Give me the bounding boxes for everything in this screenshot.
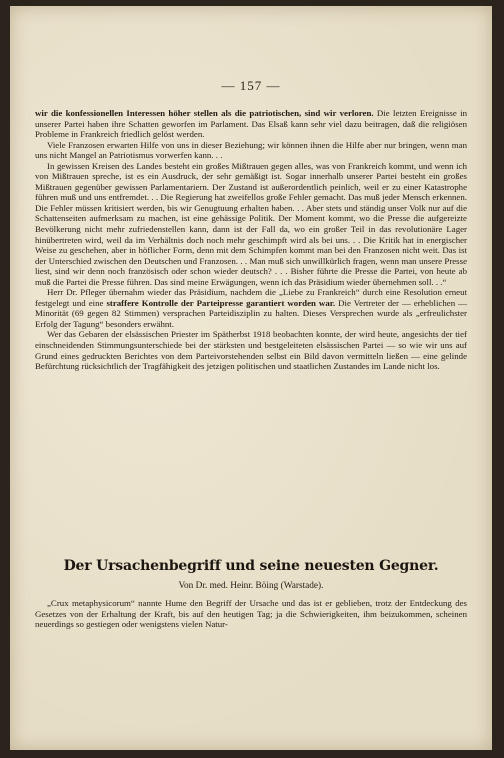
paragraph-text: Die Vertreter der — erheblichen — Minorität (69 gegen 82 Stimmen) versprachen Parteidisziplin zu halten. Dieses Versprechen wurde als „erfreulichster Erfolg der Tagung“ besonders erwähnt. <box>35 297 467 329</box>
paragraph: Viele Franzosen erwarten Hilfe von uns in dieser Beziehung; wir können ihnen die Hilfe aber nur bringen, wenn man uns nicht Mangel an Patriotismus vorwerfen kann. . . <box>35 139 467 161</box>
paragraph <box>35 287 467 329</box>
bold-lead: wir die konfessionellen Interessen höher stellen als die patriotischen, sind wir verloren. <box>35 108 374 118</box>
paragraph-text: Herr Dr. Pfleger übernahm wieder das Präsidium, nachdem die „Liebe zu Frankreich“ durch eine Resolution erneut festgelegt und eine <box>35 287 467 308</box>
article-byline: Von Dr. med. Heinr. Böing (Warstade). <box>178 581 324 591</box>
article2-body <box>35 598 467 630</box>
article-body <box>35 108 467 372</box>
paragraph: „Crux metaphysicorum“ nannte Hume den Begriff der Ursache und das ist er geblieben, trotz der Entdeckung des Gesetzes von der Erhaltung der Kraft, bis auf den heutigen Tag; ja die Schwierigkeiten, ihm beizukommen, scheinen neuerdings so gestiegen oder wenigstens vielen Natur- <box>35 598 467 630</box>
paragraph: Wer das Gebaren der elsässischen Priester im Spätherbst 1918 beobachten konnte, der wird heute, angesichts der tief einschneidenden Stimmungsunterschiede bei der stärksten und bestgeleiteten elsässischen Partei — so wie wir uns auf Grund eines gedruckten Berichtes von dem Parteivorstehenden selbst ein Bild davon vermitteln ließen — eine gelinde Befürchtung rücksichtlich der Tragfähigkeit des jetzigen politischen und staatlichen Zustandes im Lande nicht los. <box>35 329 467 372</box>
paragraph <box>35 108 467 140</box>
book-page <box>10 6 492 750</box>
page-number: — 157 — <box>221 78 281 93</box>
paragraph: In gewissen Kreisen des Landes besteht ein großes Mißtrauen gegen alles, was von Frankreich kommt, und wenn ich von Mißtrauen spreche, ist es ein Ausdruck, der sehr gemäßigt ist. Sogar innerhalb unserer Partei besteht ein großes Mißtrauen gegenüber gewissen Parlamentariern. Der Zustand ist außerordentlich peinlich, weil er zu einer Katastrophe führen muß und uns entfremdet. . . Die Regierung hat zweifellos große Fehler gemacht. Das muß jeder Mensch erkennen. Die Fehler müssen kritisiert werden, bis wir Genugtuung erhalten haben. . . Aber stets und ständig unser Volk nur auf die Schattenseiten aufmerksam zu machen, ist eine gehässige Politik. Der Moment kommt, wo die Presse die aufgereizte Bevölkerung nicht mehr zufriedenstellen kann, dann ist der Fall da, wo ein großer Teil in das revolutionäre Lager hinübertreten wird, weil da im Verhältnis doch noch mehr geschimpft wird als bei uns. . . Die Kritik hat in energischer Weise zu geschehen, aber in höflicher Form, denn mit dem Schimpfen kommt man bei den Franzosen nicht weit. Das ist der Unterschied zwischen den Deutschen und Franzosen. . . Man muß sich unwillkürlich fragen, wenn man unsere Presse liest, sind wir denn noch französisch oder schon wieder deutsch? . . . Bisher führte die Presse die Partei, von heute ab muß die Partei die Presse führen. Das sind meine Erwägungen, wenn ich das Präsidium wieder übernehmen soll. . .“ <box>35 160 467 287</box>
bold-phrase: straffere Kontrolle der Parteipresse garantiert worden war. <box>106 297 336 308</box>
paragraph-text: Die letzten Ereignisse in unserer Partei haben ihre Schatten geworfen im Parlament. Das Elsaß kann sehr viel dazu beitragen, daß die religiösen Probleme in Frankreich friedlich gelöst werden. <box>35 108 467 140</box>
article-title: Der Ursachenbegriff und seine neuesten Gegner. <box>63 558 439 574</box>
